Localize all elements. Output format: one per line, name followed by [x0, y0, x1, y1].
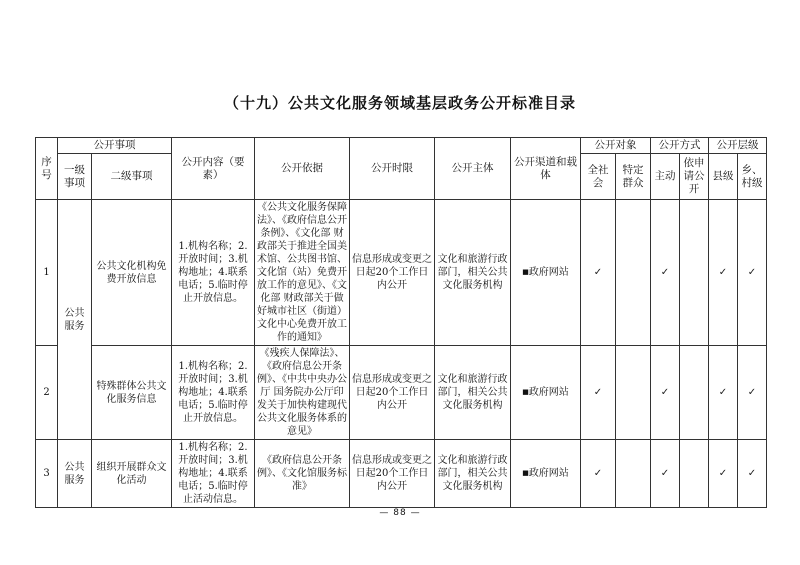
header-target: 公开对象 [581, 138, 651, 154]
table-row [36, 200, 767, 346]
row-channel-text: 政府网站 [528, 387, 569, 398]
check-county: ✓ [709, 346, 738, 440]
header-village: 乡、村级 [738, 154, 767, 200]
table-row [36, 346, 767, 440]
header-content: 公开内容（要素） [172, 138, 255, 200]
square-bullet-icon: ■ [522, 268, 529, 276]
check-on-request [680, 200, 709, 346]
header-level2: 二级事项 [92, 154, 172, 200]
check-specific-group [616, 200, 651, 346]
check-specific-group [616, 440, 651, 508]
check-all-society: ✓ [581, 440, 616, 508]
row-basis: 《政府信息公开条例》、《文化馆服务标准》 [255, 440, 350, 508]
row-channel [511, 346, 581, 440]
table-row [36, 440, 767, 508]
check-on-request [680, 346, 709, 440]
check-all-society: ✓ [581, 200, 616, 346]
row-subject: 文化和旅游行政部门，相关公共文化服务机构 [435, 200, 511, 346]
check-on-request [680, 440, 709, 508]
row-time-limit: 信息形成或变更之日起20个工作日内公开 [350, 346, 435, 440]
page-number: — 88 — [379, 508, 421, 518]
square-bullet-icon: ■ [522, 469, 529, 477]
row-level2: 公共文化机构免费开放信息 [92, 200, 172, 346]
header-time-limit: 公开时限 [350, 138, 435, 200]
row-level1: 公共服务 [58, 200, 92, 440]
header-level: 公开层级 [709, 138, 767, 154]
row-time-limit: 信息形成或变更之日起20个工作日内公开 [350, 440, 435, 508]
row-time-limit: 信息形成或变更之日起20个工作日内公开 [350, 200, 435, 346]
page-title: （十九）公共文化服务领域基层政务公开标准目录 [223, 94, 576, 112]
header-basis: 公开依据 [255, 138, 350, 200]
header-on-request: 依申请公开 [680, 154, 709, 200]
check-specific-group [616, 346, 651, 440]
square-bullet-icon: ■ [522, 388, 529, 396]
check-all-society: ✓ [581, 346, 616, 440]
header-subject: 公开主体 [435, 138, 511, 200]
check-village: ✓ [738, 346, 767, 440]
check-county: ✓ [709, 440, 738, 508]
header-specific-group: 特定群众 [616, 154, 651, 200]
header-level1: 一级事项 [58, 154, 92, 200]
row-channel-text: 政府网站 [528, 468, 569, 479]
row-channel [511, 200, 581, 346]
row-seq: 2 [36, 346, 58, 440]
row-content: 1.机构名称；2.开放时间；3.机构地址；4.联系电话；5.临时停止开放信息。 [172, 200, 255, 346]
row-subject: 文化和旅游行政部门，相关公共文化服务机构 [435, 440, 511, 508]
header-items: 公开事项 [58, 138, 172, 154]
disclosure-catalog-table [35, 137, 767, 508]
row-level2: 特殊群体公共文化服务信息 [92, 346, 172, 440]
row-seq: 3 [36, 440, 58, 508]
check-active: ✓ [651, 346, 680, 440]
row-content: 1.机构名称；2.开放时间；3.机构地址；4.联系电话；5.临时停止开放信息。 [172, 346, 255, 440]
header-row-1 [36, 138, 767, 154]
row-basis: 《公共文化服务保障法》、《政府信息公开条例》、《文化部 财政部关于推进全国美术馆、公共图书馆、文化馆（站）免费开放工作的意见》、《文化部 财政部关于做好城市社区（街道）文化中心免费开放工作的通知》 [255, 200, 350, 346]
check-county: ✓ [709, 200, 738, 346]
row-level2: 组织开展群众文化活动 [92, 440, 172, 508]
check-village: ✓ [738, 200, 767, 346]
header-method: 公开方式 [651, 138, 709, 154]
check-village: ✓ [738, 440, 767, 508]
row-channel-text: 政府网站 [528, 267, 569, 278]
row-channel [511, 440, 581, 508]
header-active: 主动 [651, 154, 680, 200]
row-seq: 1 [36, 200, 58, 346]
row-subject: 文化和旅游行政部门，相关公共文化服务机构 [435, 346, 511, 440]
row-basis: 《残疾人保障法》、《政府信息公开条例》、《中共中央办公厅 国务院办公厅印发关于加快构建现代公共文化服务体系的意见》 [255, 346, 350, 440]
header-seq: 序号 [36, 138, 58, 200]
check-active: ✓ [651, 200, 680, 346]
row-level1: 公共服务 [58, 440, 92, 508]
check-active: ✓ [651, 440, 680, 508]
header-county: 县级 [709, 154, 738, 200]
row-content: 1.机构名称；2.开放时间；3.机构地址；4.联系电话；5.临时停止活动信息。 [172, 440, 255, 508]
header-all-society: 全社会 [581, 154, 616, 200]
header-channel: 公开渠道和载体 [511, 138, 581, 200]
